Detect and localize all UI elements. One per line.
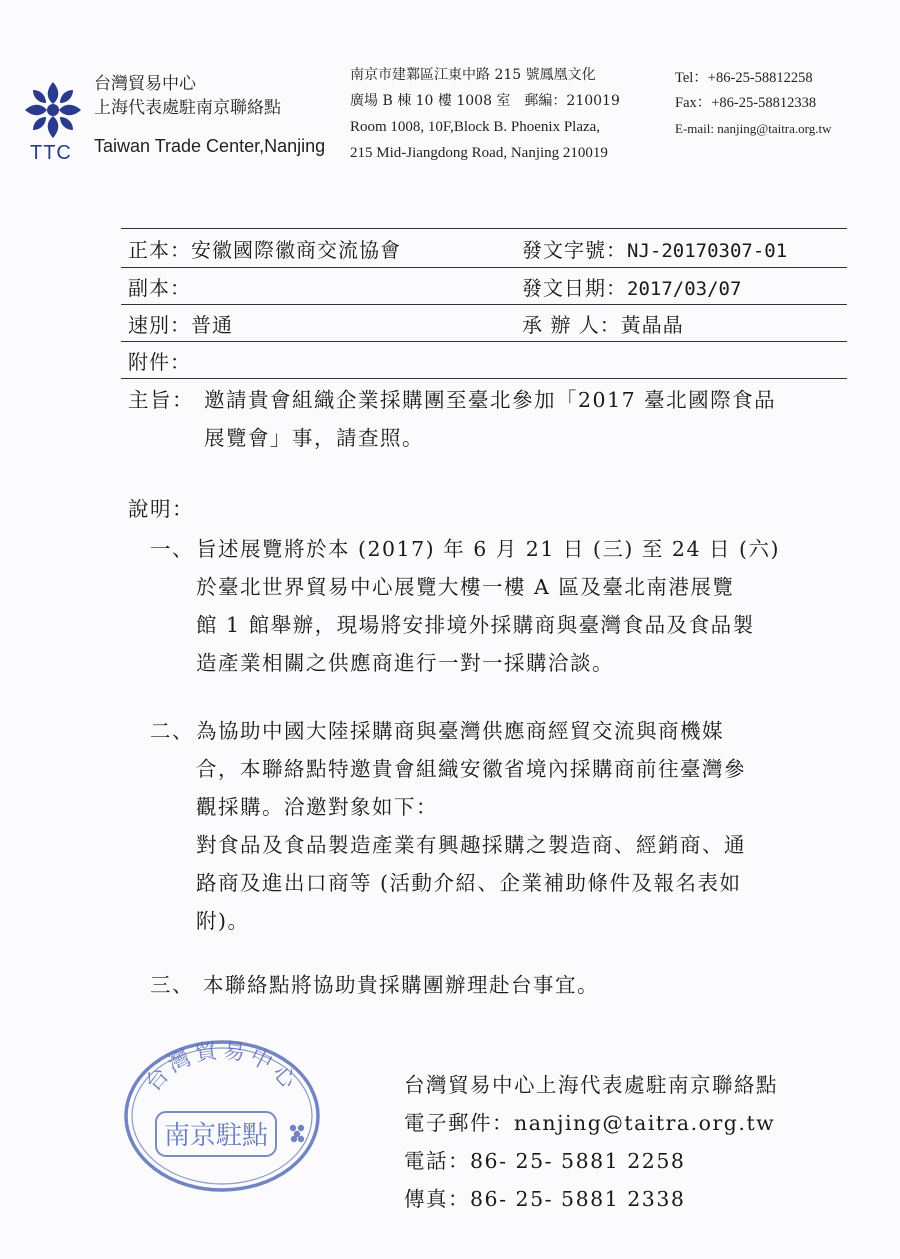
issue-date-value: 2017/03/07 (627, 278, 742, 300)
item-line: 路商及進出口商等 (活動介紹、企業補助條件及報名表如 (196, 871, 742, 895)
speed (128, 309, 233, 338)
attachment (128, 346, 191, 375)
issue-date-label: 發文日期： (522, 276, 627, 300)
signature-email: 電子郵件：nanjing@taitra.org.tw (404, 1111, 776, 1135)
item-number: 一、 (150, 537, 194, 561)
explanation-label: 說明： (128, 497, 194, 521)
signature-phone: 電話：86- 25- 5881 2258 (404, 1149, 686, 1173)
ttc-logo-icon (22, 80, 84, 140)
item-line: 本聯絡點將協助貴採購團辦理赴台事宜。 (203, 973, 599, 997)
item-line: 旨述展覽將於本 (2017) 年 6 月 21 日 (三) 至 24 日 (六) (196, 537, 781, 561)
divider (121, 228, 847, 229)
subject-line: 展覽會」事，請查照。 (204, 426, 424, 450)
header-fax: Fax：+86-25-58812338 (675, 95, 817, 111)
divider (121, 304, 847, 305)
item-line: 館 1 館舉辦，現場將安排境外採購商與臺灣食品及食品製 (196, 613, 755, 637)
org-name-zh-line2: 上海代表處駐南京聯絡點 (94, 98, 281, 118)
header-tel: Tel：+86-25-58812258 (675, 70, 813, 86)
item-line: 於臺北世界貿易中心展覽大樓一樓 A 區及臺北南港展覽 (196, 575, 735, 599)
speed-value: 普通 (191, 313, 233, 337)
org-name-en: Taiwan Trade Center,Nanjing (94, 136, 326, 156)
speed-label: 速別： (128, 313, 191, 337)
svg-text:台灣貿易中心 (141, 1038, 303, 1096)
subject-label: 主旨： (128, 388, 194, 412)
primary-recipient (128, 234, 401, 263)
stamp-inner-text: 南京駐點 (163, 1121, 269, 1151)
stamp-outer-text: 台灣貿易中心 (140, 1038, 304, 1097)
item-line: 為協助中國大陸採購商與臺灣供應商經貿交流與商機媒 (196, 719, 724, 743)
item-line: 附)。 (196, 909, 250, 933)
item-number: 三、 (150, 973, 194, 997)
official-seal-stamp (122, 1038, 322, 1194)
signature-org: 台灣貿易中心上海代表處駐南京聯絡點 (404, 1073, 778, 1097)
handler (522, 309, 684, 338)
doc-number-value: NJ-20170307-01 (627, 240, 788, 262)
address-line: 廣場 B 棟 10 樓 1008 室 郵編：210019 (350, 93, 620, 109)
org-name-zh (94, 72, 281, 120)
header-email: E-mail: nanjing@taitra.org.tw (675, 121, 832, 136)
subject-line: 邀請貴會組織企業採購團至臺北參加「2017 臺北國際食品 (204, 388, 777, 412)
attachment-label: 附件： (128, 350, 191, 374)
divider (121, 341, 847, 342)
primary-value: 安徽國際徽商交流協會 (191, 238, 401, 262)
address-block (350, 62, 620, 166)
handler-label: 承 辦 人： (522, 313, 621, 337)
item-number: 二、 (150, 719, 194, 743)
address-line: Room 1008, 10F,Block B. Phoenix Plaza, (350, 119, 601, 135)
address-line: 215 Mid-Jiangdong Road, Nanjing 210019 (350, 145, 608, 161)
doc-number-label: 發文字號： (522, 238, 627, 262)
doc-number (522, 234, 787, 263)
handler-value: 黃晶晶 (620, 313, 684, 337)
primary-label: 正本： (128, 238, 191, 262)
item-line: 對食品及食品製造產業有興趣採購之製造商、經銷商、通 (196, 833, 746, 857)
plum-blossom-icon (290, 1125, 304, 1142)
item-line: 造產業相關之供應商進行一對一採購洽談。 (196, 651, 614, 675)
copy-label: 副本： (128, 276, 191, 300)
address-line: 南京市建鄴區江東中路 215 號鳳凰文化 (350, 67, 596, 83)
contact-block (675, 66, 832, 141)
org-name-zh-line1: 台灣貿易中心 (94, 74, 196, 94)
issue-date (522, 272, 741, 301)
copy-recipient (128, 272, 191, 301)
item-line: 觀採購。洽邀對象如下： (196, 795, 438, 819)
logo-text: TTC (30, 142, 72, 164)
divider (121, 378, 847, 379)
item-line: 合，本聯絡點特邀貴會組織安徽省境內採購商前往臺灣參 (196, 757, 746, 781)
signature-fax: 傳真：86- 25- 5881 2338 (404, 1187, 686, 1211)
divider (121, 267, 847, 268)
